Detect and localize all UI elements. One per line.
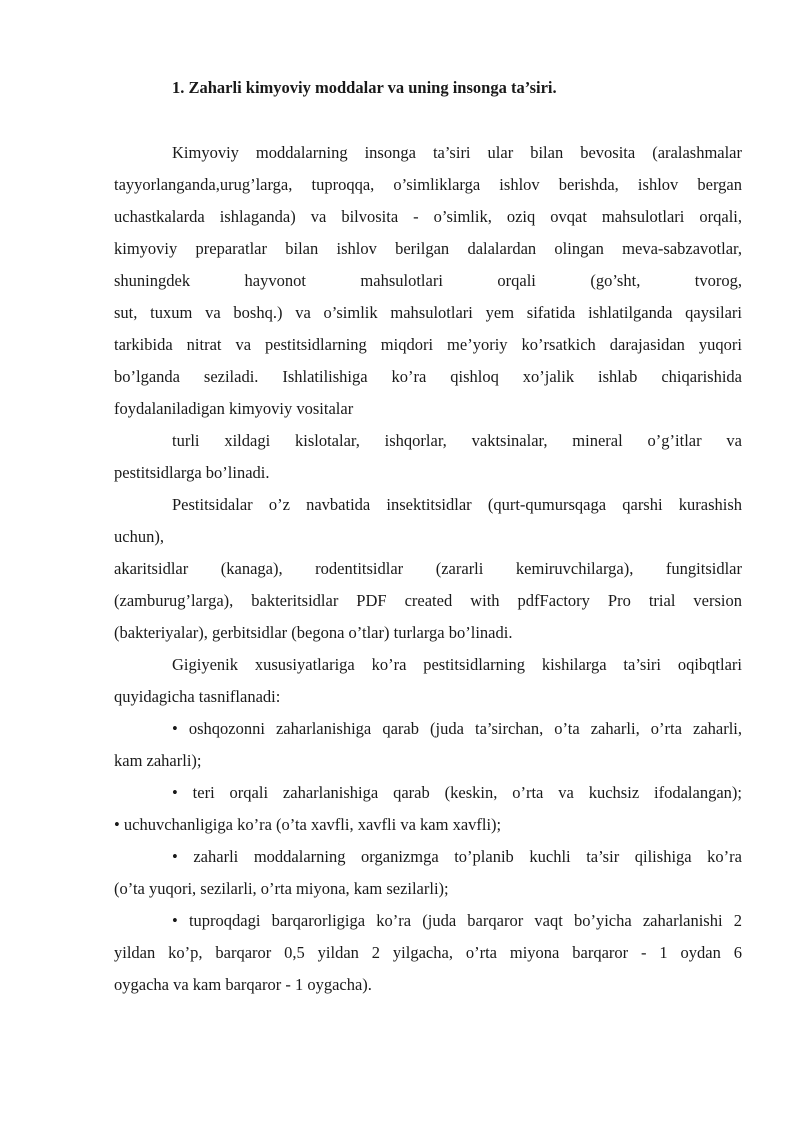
text-line: (o’ta yuqori, sezilarli, o’rta miyona, kam sezilarli);	[114, 879, 449, 898]
text-line: Kimyoviy moddalarning insonga ta’siri ular bilan bevosita (aralashmalar	[172, 143, 742, 162]
text-line: uchastkalarda ishlaganda) va bilvosita - o’simlik, oziq ovqat mahsulotlari orqali,	[114, 207, 742, 226]
text-line: yildan ko’p, barqaror 0,5 yildan 2 yilgacha, o’rta miyona barqaror - 1 oydan 6	[114, 943, 742, 962]
text-line: kimyoviy preparatlar bilan ishlov berilgan dalalardan olingan meva-sabzavotlar,	[114, 239, 742, 258]
text-line: quyidagicha tasniflanadi:	[114, 687, 281, 706]
text-line: pestitsidlarga bo’linadi.	[114, 463, 270, 482]
text-line: uchun),	[114, 527, 164, 546]
bullet-item: • tuproqdagi barqarorligiga ko’ra (juda barqaror vaqt bo’yicha zaharlanishi 2	[172, 911, 742, 930]
text-line: shuningdek hayvonot mahsulotlari orqali (go’sht, tvorog,	[114, 271, 742, 290]
text-line: kam zaharli);	[114, 751, 202, 770]
bullet-item: • uchuvchanligiga ko’ra (o’ta xavfli, xavfli va kam xavfli);	[114, 815, 502, 834]
text-line: akaritsidlar (kanaga), rodentitsidlar (zararli kemiruvchilarga), fungitsidlar	[114, 559, 742, 578]
text-line: Gigiyenik xususiyatlariga ko’ra pestitsidlarning kishilarga ta’siri oqibqtlari	[172, 655, 742, 674]
section-title: 1. Zaharli kimyoviy moddalar va uning insonga ta’siri.	[172, 78, 557, 97]
text-line: tayyorlanganda,urug’larga, tuproqqa, o’simliklarga ishlov berishda, ishlov bergan	[114, 175, 742, 194]
text-line: sut, tuxum va boshq.) va o’simlik mahsulotlari yem sifatida ishlatilganda qaysilari	[114, 303, 742, 322]
text-line: bo’lganda seziladi. Ishlatilishiga ko’ra qishloq xo’jalik ishlab chiqarishida	[114, 367, 742, 386]
bullet-item: • teri orqali zaharlanishiga qarab (keskin, o’rta va kuchsiz ifodalangan);	[172, 783, 742, 802]
text-line: tarkibida nitrat va pestitsidlarning miqdori me’yoriy ko’rsatkich darajasidan yuqori	[114, 335, 742, 354]
text-line: turli xildagi kislotalar, ishqorlar, vaktsinalar, mineral o’g’itlar va	[172, 431, 742, 450]
text-line: (bakteriyalar), gerbitsidlar (begona o’tlar) turlarga bo’linadi.	[114, 623, 513, 642]
text-line: Pestitsidalar o’z navbatida insektitsidlar (qurt-qumursqaga qarshi kurashish	[172, 495, 742, 514]
text-line: (zamburug’larga), bakteritsidlar PDF created with pdfFactory Pro trial version	[114, 591, 742, 610]
bullet-item: • zaharli moddalarning organizmga to’planib kuchli ta’sir qilishiga ko’ra	[172, 847, 742, 866]
body-text	[114, 137, 742, 1001]
text-line: foydalaniladigan kimyoviy vositalar	[114, 399, 354, 418]
bullet-item: • oshqozonni zaharlanishiga qarab (juda ta’sirchan, o’ta zaharli, o’rta zaharli,	[172, 719, 742, 738]
text-line: oygacha va kam barqaror - 1 oygacha).	[114, 975, 372, 994]
